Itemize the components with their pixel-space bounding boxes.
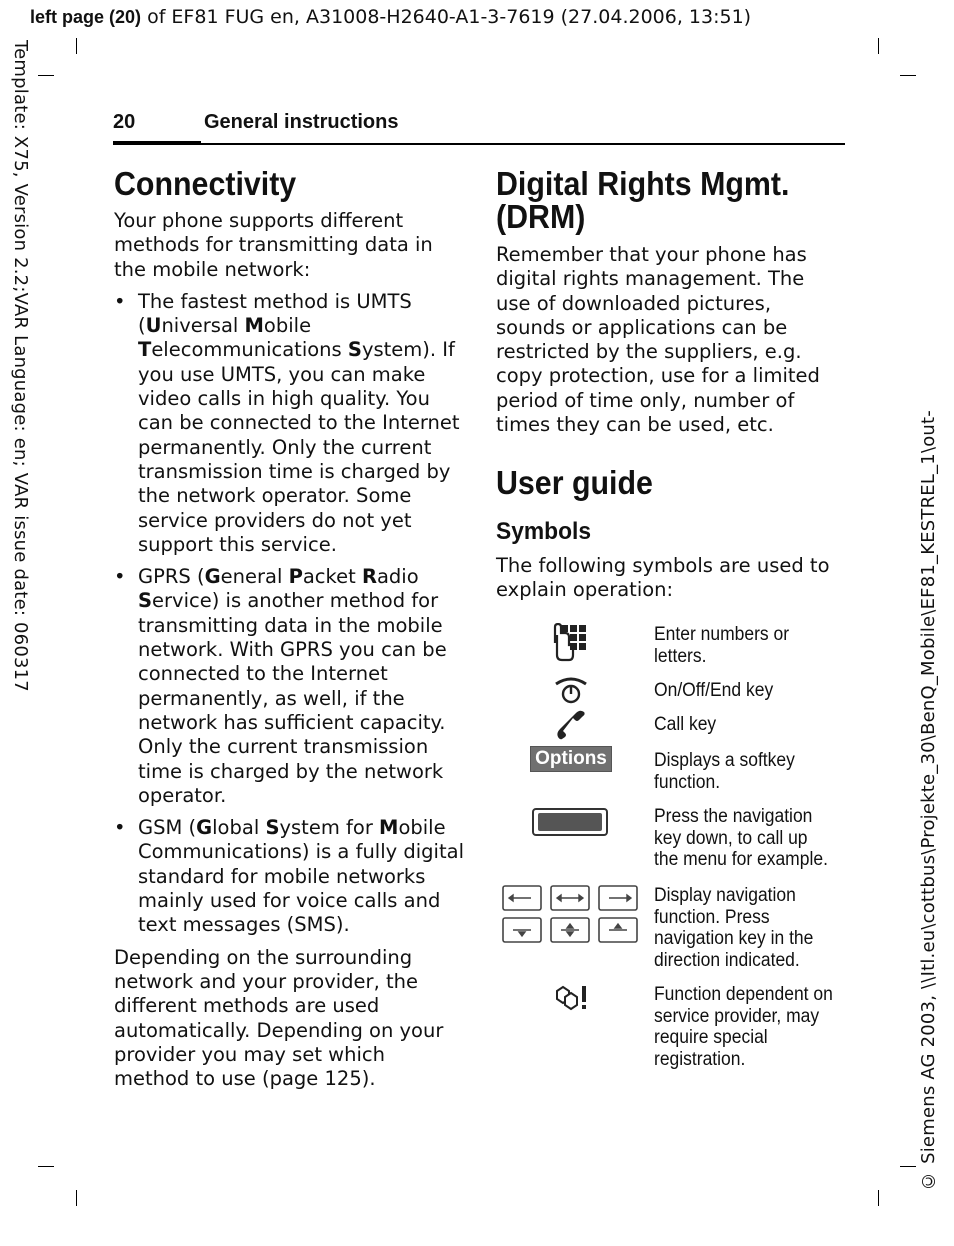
connectivity-section bbox=[114, 167, 464, 1091]
crop-mark bbox=[38, 1166, 54, 1167]
connectivity-outro: Depending on the surrounding network and your provider, the different methods are used automatically. Depending on your provider you may set which method to use (page 125). bbox=[114, 945, 444, 1091]
connectivity-intro: Your phone supports different methods for transmitting data in the mobile network: bbox=[114, 209, 433, 281]
symbol-description: Displays a softkey function. bbox=[654, 750, 795, 793]
running-head-title: General instructions bbox=[204, 111, 399, 133]
copyright-path-vertical: © Siemens AG 2003, \\Itl.eu\cottbus\Projekte_30\BenQ_Mobile\EF81_KESTREL_1\out- bbox=[918, 410, 939, 1192]
crop-mark bbox=[76, 38, 77, 54]
symbol-description: On/Off/End key bbox=[654, 680, 774, 701]
nav-direction-icons bbox=[496, 884, 646, 946]
symbol-description: Press the navigation key down, to call up the menu for example. bbox=[654, 806, 828, 870]
drm-section bbox=[496, 167, 841, 437]
end-key-icon bbox=[496, 676, 646, 704]
bullet-umts: • The fastest method is UMTS (Universal Mobile Telecommunications System). If you use UMTS, you can make video calls in high quality. You can be connected to the Internet permanently. Only the current transmission time is charged by the network operator. Some service providers do not yet support this service. bbox=[114, 290, 464, 557]
bullet-gsm: • GSM (Global System for Mobile Communications) is a fully digital standard for mobile networks mainly used for voice calls and text messages (SMS). bbox=[114, 816, 464, 937]
print-info-page: left page (20) bbox=[30, 7, 142, 27]
crop-mark bbox=[878, 38, 879, 54]
drm-text: Remember that your phone has digital rights management. The use of downloaded pictures, sounds or applications can be restricted by the suppliers, e.g. copy protection, use for a limited period of time only, number of times they can be used, etc. bbox=[496, 243, 820, 437]
crop-mark bbox=[76, 1190, 77, 1206]
print-info-line bbox=[30, 6, 751, 28]
symbol-description: Function dependent on service provider, may require special registration. bbox=[654, 984, 833, 1070]
user-guide-heading: User guide bbox=[496, 464, 653, 501]
header-rule-accent bbox=[113, 141, 201, 145]
template-info-vertical: Template: X75, Version 2.2;VAR Language: en; VAR issue date: 060317 bbox=[10, 40, 31, 692]
symbols-intro: The following symbols are used to explain operation: bbox=[496, 554, 830, 602]
crop-mark bbox=[38, 75, 54, 76]
connectivity-heading: Connectivity bbox=[114, 165, 297, 202]
keypad-icon bbox=[496, 623, 646, 663]
connectivity-bullet-list bbox=[114, 290, 464, 938]
options-softkey-icon: Options bbox=[530, 746, 612, 772]
nav-key-down-icon bbox=[496, 806, 646, 838]
symbol-description: Call key bbox=[654, 714, 717, 735]
symbols-subheading: Symbols bbox=[496, 518, 592, 545]
symbol-description: Enter numbers or letters. bbox=[654, 624, 790, 667]
drm-heading: Digital Rights Mgmt. (DRM) bbox=[496, 165, 790, 235]
bullet-gprs: • GPRS (General Packet Radio Service) is another method for transmitting data in the mobile network. With GPRS you can be connected to the Internet permanently, as well, if the network has sufficient capacity. Only the current transmission time is charged by the network operator. bbox=[114, 565, 464, 808]
print-info-details: of EF81 FUG en, A31008-H2640-A1-3-7619 (27.04.2006, 13:51) bbox=[141, 6, 752, 28]
provider-dependent-icon bbox=[496, 983, 646, 1013]
header-rule bbox=[113, 143, 845, 145]
symbol-description: Display navigation function. Press navigation key in the direction indicated. bbox=[654, 885, 814, 971]
call-key-icon bbox=[496, 709, 646, 741]
crop-mark bbox=[900, 1166, 916, 1167]
crop-mark bbox=[878, 1190, 879, 1206]
page-number: 20 bbox=[113, 111, 136, 133]
user-guide-section bbox=[496, 466, 841, 603]
crop-mark bbox=[900, 75, 916, 76]
